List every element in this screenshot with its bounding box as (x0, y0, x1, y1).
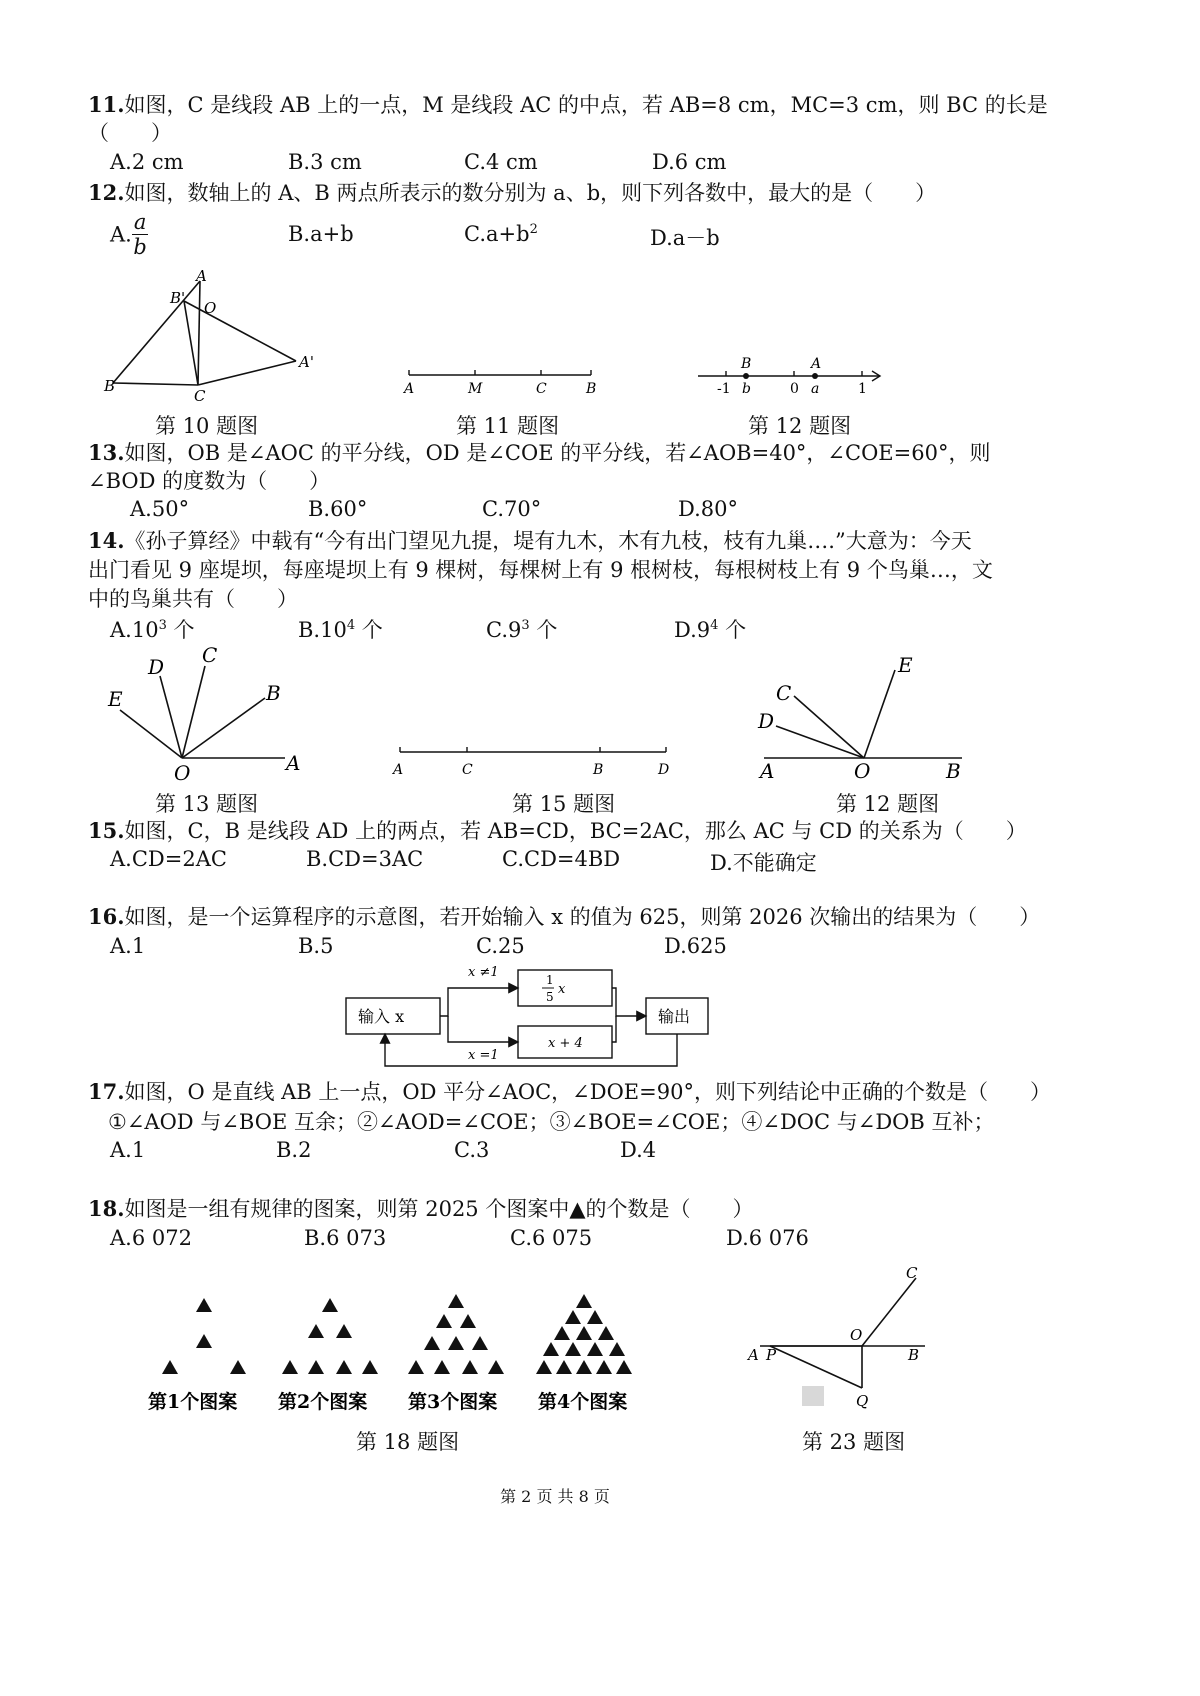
label-b: B (586, 381, 597, 397)
question-number: 15. (88, 818, 125, 843)
caption-fig-18: 第 18 题图 (356, 1430, 460, 1454)
question-15 (88, 816, 1027, 846)
question-13 (88, 438, 990, 468)
question-text: 如图，O 是直线 AB 上一点，OD 平分∠AOC，∠DOE=90°，则下列结论中正确的个数是（ ） (124, 1080, 1051, 1104)
unit: 个 (355, 618, 383, 642)
pattern-label-3: 第3个图案 (408, 1391, 498, 1413)
triangle-mark (565, 1342, 581, 1356)
question-text: 如图是一组有规律的图案，则第 2025 个图案中▲的个数是（ ） (124, 1197, 754, 1221)
triangle-mark (536, 1360, 552, 1374)
triangle-mark (488, 1360, 504, 1374)
label-c: C (776, 681, 792, 705)
option-c (486, 614, 557, 644)
label-a: A (748, 1346, 759, 1364)
question-number: 16. (88, 904, 125, 929)
label-b-prime: B' (170, 289, 186, 307)
figure-17 (750, 648, 980, 786)
label-q: Q (856, 1392, 869, 1410)
triangle-mark (196, 1334, 212, 1348)
label-o: O (174, 761, 191, 785)
label-b: B (266, 681, 281, 705)
triangle-mark (554, 1326, 570, 1340)
label-d: D (758, 709, 775, 733)
option-a: A.6 072 (110, 1226, 192, 1250)
triangle-mark (424, 1336, 440, 1350)
option-text: C.9 (486, 618, 522, 642)
triangle-mark (196, 1298, 212, 1312)
pattern-label-1: 第1个图案 (148, 1391, 238, 1413)
triangle-mark (565, 1310, 581, 1324)
caption-fig-11: 第 11 题图 (456, 414, 560, 438)
option-b: B.5 (298, 934, 334, 958)
option-c: C.25 (476, 934, 525, 958)
figure-23 (740, 1260, 940, 1420)
triangle-mark (616, 1360, 632, 1374)
triangle-mark (609, 1342, 625, 1356)
label-b: B (908, 1346, 920, 1364)
figure-12-number-line (690, 350, 900, 400)
question-text: 如图，C，B 是线段 AD 上的两点，若 AB=CD，BC=2AC，那么 AC 与 CD 的关系为（ ） (124, 819, 1027, 843)
question-number: 17. (88, 1079, 125, 1104)
exponent: 3 (158, 618, 167, 633)
option-c: C.70° (482, 497, 542, 521)
triangle-mark (472, 1336, 488, 1350)
caption-fig-13: 第 13 题图 (155, 792, 259, 816)
question-14-line3: 中的鸟巢共有（ ） (88, 587, 298, 611)
triangle-mark (587, 1342, 603, 1356)
unit: 个 (718, 618, 747, 642)
label-c: C (202, 643, 218, 667)
unit: 个 (529, 618, 558, 642)
label-a: A (196, 267, 207, 285)
option-a: A.2 cm (110, 150, 184, 174)
option-c: C.4 cm (464, 150, 538, 174)
triangle-mark (336, 1360, 352, 1374)
exponent: 4 (710, 618, 719, 633)
triangle-mark (460, 1314, 476, 1328)
triangle-mark (308, 1324, 324, 1338)
fraction-denominator: 5 (546, 990, 554, 1004)
option-c: C.CD=4BD (502, 847, 621, 871)
label-d: D (658, 762, 670, 778)
output-label: 输出 (658, 1007, 691, 1026)
option-a: A.1 (110, 934, 146, 958)
triangle-mark (282, 1360, 298, 1374)
option-d: D.6 cm (652, 150, 727, 174)
label-a: A (286, 751, 301, 775)
triangle-mark (436, 1314, 452, 1328)
figure-13 (100, 640, 320, 785)
option-c: C.6 075 (510, 1226, 593, 1250)
label-a: A (404, 381, 415, 397)
triangle-mark (362, 1360, 378, 1374)
triangle-mark (308, 1360, 324, 1374)
option-d: D.a－b (650, 226, 720, 250)
flowchart (340, 960, 730, 1070)
question-number: 13. (88, 440, 125, 465)
question-number: 14. (88, 528, 125, 553)
caption-fig-17: 第 12 题图 (836, 792, 940, 816)
label-a: A (760, 759, 775, 783)
question-11 (88, 90, 1048, 120)
label-o: O (854, 759, 871, 783)
question-text: 《孙子算经》中载有“今有出门望见九提，堤有九木，木有九枝，枝有九巢….”大意为：今天 (124, 529, 972, 553)
label-d: D (148, 655, 165, 679)
triangle-mark (462, 1360, 478, 1374)
triangle-mark (576, 1294, 592, 1308)
option-text: A.10 (110, 618, 159, 642)
question-18 (88, 1194, 754, 1224)
triangle-mark (448, 1294, 464, 1308)
exponent: 4 (346, 618, 356, 633)
triangle-mark (543, 1342, 559, 1356)
caption-fig-15: 第 15 题图 (512, 792, 616, 816)
question-14 (88, 526, 972, 556)
label-o: O (850, 1326, 863, 1344)
option-d: D.80° (678, 497, 738, 521)
label-e: E (898, 653, 913, 677)
caption-fig-10: 第 10 题图 (155, 414, 259, 438)
label-o: O (204, 299, 217, 317)
input-label: 输入 x (358, 1007, 405, 1026)
triangle-mark (576, 1326, 592, 1340)
fraction (132, 210, 149, 259)
condition-equals-one: x =1 (468, 1048, 499, 1063)
option-a: A.1 (110, 1138, 146, 1162)
option-d: D.6 076 (726, 1226, 809, 1250)
option-d (674, 614, 746, 644)
label-c: C (906, 1264, 918, 1282)
box-plus-4-label: x + 4 (548, 1036, 583, 1051)
blurred-mark (802, 1386, 824, 1406)
option-label: A. (110, 222, 132, 247)
point-a (812, 373, 818, 379)
label-c: C (536, 381, 547, 397)
option-a: A.CD=2AC (110, 847, 227, 871)
option-text: C.a+b (464, 222, 530, 246)
label-b: B (946, 759, 961, 783)
label-c: C (462, 762, 473, 778)
label-b-value: b (742, 381, 751, 397)
question-number: 12. (88, 180, 125, 205)
tick-0: 0 (790, 381, 799, 397)
label-b: B (593, 762, 604, 778)
question-text: 如图，是一个运算程序的示意图，若开始输入 x 的值为 625，则第 2026 次输出的结果为（ ） (124, 905, 1041, 929)
option-c (464, 222, 538, 246)
option-c: C.3 (454, 1138, 490, 1162)
option-b: B.60° (308, 497, 368, 521)
figure-18-patterns (140, 1290, 650, 1420)
option-d: D.625 (664, 934, 727, 958)
triangle-mark (576, 1360, 592, 1374)
tick-minus-1: -1 (717, 381, 731, 397)
question-number: 11. (88, 92, 125, 117)
option-d: D.4 (620, 1138, 657, 1162)
fraction-denominator: b (133, 235, 147, 259)
triangle-mark (587, 1310, 603, 1324)
point-b (743, 373, 749, 379)
page-footer: 第 2 页 共 8 页 (500, 1487, 610, 1506)
question-17 (88, 1077, 1051, 1107)
question-14-line2: 出门看见 9 座堤坝，每座堤坝上有 9 棵树，每棵树上有 9 根树枝，每根树枝上有 9 个鸟巢…，文 (88, 558, 993, 582)
question-13-line2: ∠BOD 的度数为（ ） (88, 469, 331, 493)
label-p: P (766, 1346, 777, 1364)
triangle-mark (408, 1360, 424, 1374)
triangle-mark (322, 1298, 338, 1312)
option-a (110, 210, 148, 259)
triangle-mark (598, 1326, 614, 1340)
question-text: 如图，C 是线段 AB 上的一点，M 是线段 AC 的中点，若 AB=8 cm，MC=3 cm，则 BC 的长是 (124, 93, 1048, 117)
option-b: B.2 (276, 1138, 312, 1162)
option-b: B.CD=3AC (306, 847, 424, 871)
label-a: A (811, 356, 822, 372)
label-a-value: a (811, 381, 820, 397)
option-b: B.3 cm (288, 150, 362, 174)
triangle-mark (434, 1360, 450, 1374)
pattern-label-2: 第2个图案 (278, 1391, 368, 1413)
figure-10 (100, 265, 330, 405)
label-b: B (741, 356, 752, 372)
caption-fig-23: 第 23 题图 (802, 1430, 906, 1454)
option-d: D.不能确定 (710, 851, 817, 875)
figure-15 (390, 740, 680, 780)
question-text: 如图，OB 是∠AOC 的平分线，OD 是∠COE 的平分线，若∠AOB=40°，∠COE=60°，则 (124, 441, 991, 465)
triangle-mark (556, 1360, 572, 1374)
answer-paren: （ ） (88, 121, 172, 145)
condition-not-one: x ≠1 (468, 965, 499, 980)
label-a: A (393, 762, 404, 778)
exponent: 3 (521, 618, 530, 633)
label-c: C (194, 387, 206, 405)
unit: 个 (166, 618, 195, 642)
triangle-mark (336, 1324, 352, 1338)
triangle-mark (162, 1360, 178, 1374)
figure-11 (395, 360, 615, 400)
pattern-label-4: 第4个图案 (538, 1391, 628, 1413)
question-number: 18. (88, 1196, 125, 1221)
question-text: 如图，数轴上的 A、B 两点所表示的数分别为 a、b，则下列各数中，最大的是（ ） (124, 181, 937, 205)
question-16 (88, 902, 1040, 932)
triangle-mark (448, 1336, 464, 1350)
option-text: B.10 (298, 618, 347, 642)
question-12 (88, 178, 936, 208)
option-b: B.6 073 (304, 1226, 387, 1250)
fraction-numerator: a (133, 210, 147, 234)
exponent: 2 (529, 222, 538, 237)
option-text: D.9 (674, 618, 711, 642)
box-variable: x (558, 982, 566, 997)
label-m: M (468, 381, 483, 397)
tick-1: 1 (858, 381, 867, 397)
triangle-mark (230, 1360, 246, 1374)
triangle-mark (596, 1360, 612, 1374)
fraction-numerator: 1 (546, 973, 554, 987)
question-17-statements: ①∠AOD 与∠BOE 互余；②∠AOD=∠COE；③∠BOE=∠COE；④∠DOC 与∠DOB 互补； (108, 1110, 995, 1134)
option-b: B.a+b (288, 222, 354, 246)
option-a: A.50° (130, 497, 190, 521)
label-b: B (104, 377, 116, 395)
label-a-prime: A' (299, 353, 314, 371)
caption-fig-12: 第 12 题图 (748, 414, 852, 438)
label-e: E (108, 687, 123, 711)
